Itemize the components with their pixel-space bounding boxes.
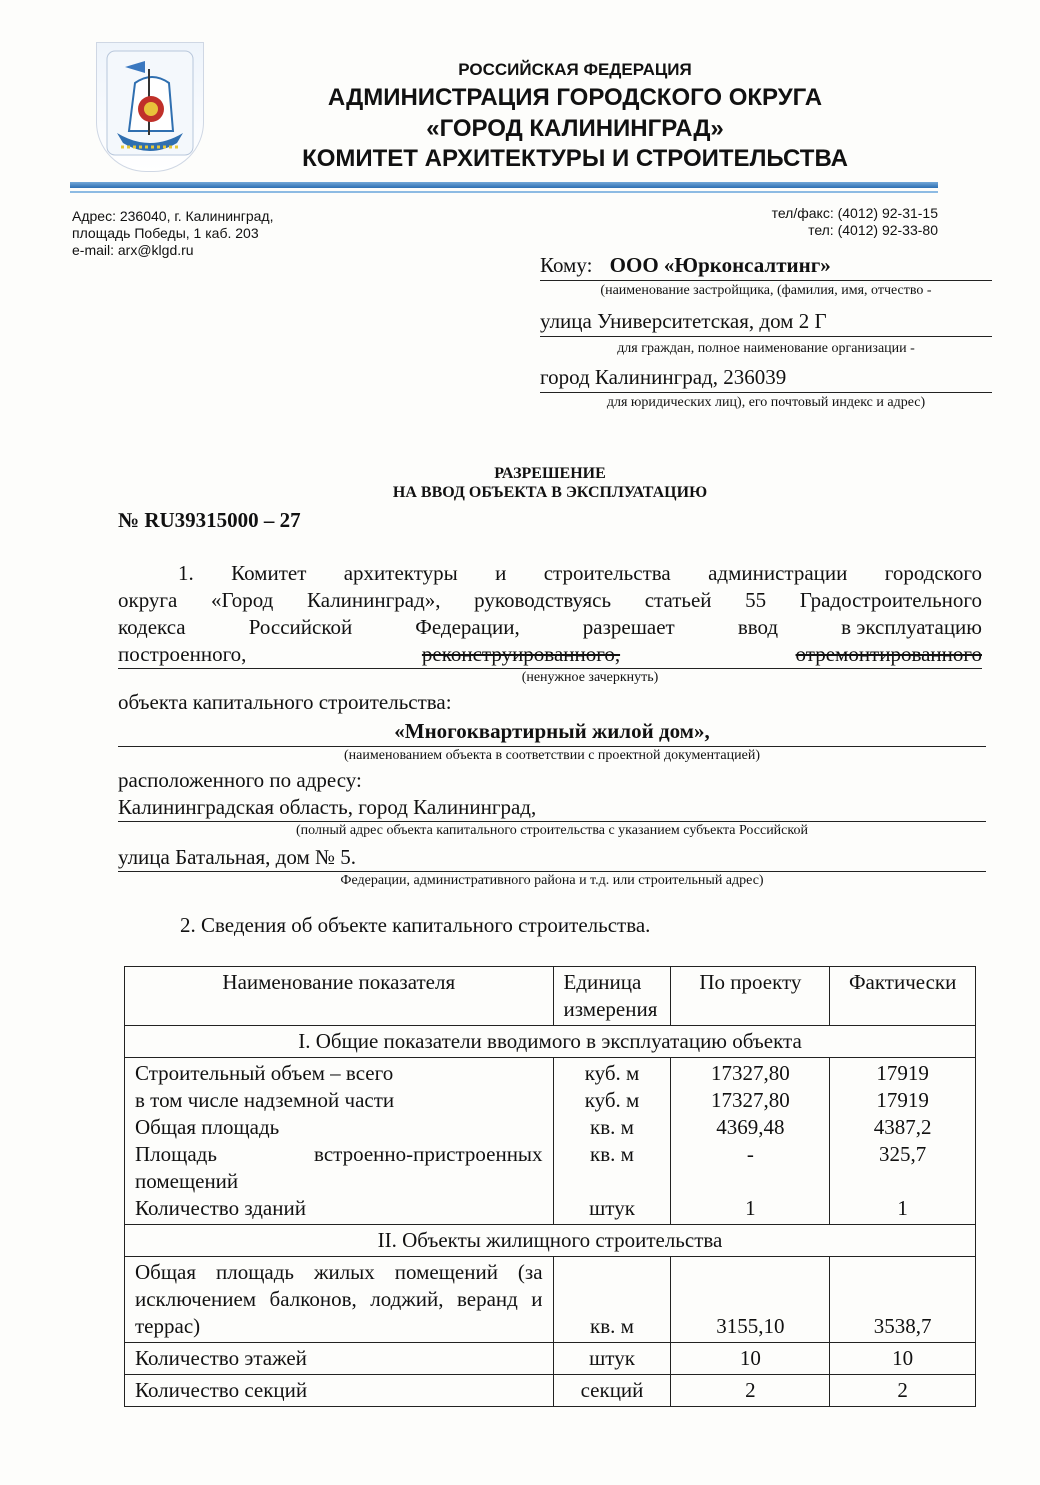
- addressee-note-2: для граждан, полное наименование организации -: [617, 341, 915, 356]
- contact-address-line1: Адрес: 236040, г. Калининград,: [72, 208, 274, 224]
- row-label: Площадь встроенно-пристроенных помещений: [135, 1142, 543, 1193]
- paragraph-1-line-3: [118, 613, 982, 641]
- p1-word: Российской: [248, 615, 353, 639]
- location-note-2: Федерации, административного района и т.д. или строительный адрес): [340, 873, 764, 888]
- header-unit: Единица измерения: [553, 967, 671, 1026]
- p1-word: Калининград»,: [306, 588, 441, 612]
- row-unit: кв. м: [590, 1115, 634, 1139]
- header-federation: РОССИЙСКАЯ ФЕДЕРАЦИЯ: [458, 60, 692, 79]
- row-actual: 2: [830, 1375, 976, 1407]
- row-unit: штук: [589, 1196, 635, 1220]
- p1-word: строительства: [543, 561, 671, 585]
- contact-email: e-mail: arx@klgd.ru: [72, 242, 194, 258]
- object-name-note: (наименованием объекта в соответствии с проектной документацией): [344, 748, 760, 763]
- location-line-2: улица Батальная, дом № 5.: [118, 843, 986, 872]
- header-divider-thin: [70, 191, 938, 193]
- contact-tel: тел: (4012) 92-33-80: [808, 222, 938, 238]
- contact-address-line2: площадь Победы, 1 каб. 203: [72, 225, 259, 241]
- row-unit: секций: [553, 1375, 671, 1407]
- table-section-row: [125, 1225, 976, 1257]
- row-label: Общая площадь жилых помещений (за исключением балконов, лоджий, веранд и террас): [125, 1257, 554, 1343]
- row-label: Количество зданий: [135, 1196, 306, 1220]
- object-name: «Многоквартирный жилой дом»,: [118, 716, 986, 747]
- location-note-1: (полный адрес объекта капитального строительства с указанием субъекта Российской: [296, 823, 808, 838]
- p1-word: ввод: [737, 615, 779, 639]
- paragraph-1-line-1: [118, 559, 982, 587]
- p1-word: Градостроительного: [799, 588, 982, 612]
- document-number: № RU39315000 – 27: [118, 508, 301, 532]
- p1-word: статьей: [644, 588, 712, 612]
- p1-word: в эксплуатацию: [841, 615, 982, 639]
- row-unit: штук: [553, 1343, 671, 1375]
- table-row: [125, 1375, 976, 1407]
- header-city: «ГОРОД КАЛИНИНГРАД»: [426, 115, 724, 142]
- p1-word: Комитет: [231, 561, 307, 585]
- p1-word: администрации: [708, 561, 848, 585]
- addressee-note-1: (наименование застройщика, (фамилия, имя, отчество -: [600, 283, 932, 298]
- row-planned: -: [746, 1142, 754, 1166]
- p1-word: кодекса: [118, 615, 186, 639]
- section-2-heading: 2. Сведения об объекте капитального строительства.: [180, 913, 651, 937]
- row-unit: куб. м: [584, 1061, 640, 1085]
- header-actual: Фактически: [830, 967, 976, 1026]
- cell-unit: [553, 1058, 671, 1225]
- row-label: Количество секций: [125, 1375, 554, 1407]
- p1-word: городского: [884, 561, 982, 585]
- row-actual: 4387,2: [873, 1115, 932, 1139]
- cell-indicator: [125, 1058, 554, 1225]
- location-line-1: Калининградская область, город Калининград,: [118, 793, 986, 822]
- contact-telfax: тел/факс: (4012) 92-31-15: [771, 205, 938, 221]
- object-label: объекта капитального строительства:: [118, 690, 452, 714]
- row-planned: 10: [671, 1343, 830, 1375]
- header-committee: КОМИТЕТ АРХИТЕКТУРЫ И СТРОИТЕЛЬСТВА: [302, 145, 848, 172]
- row-actual: 3538,7: [830, 1257, 976, 1343]
- header-indicator: Наименование показателя: [125, 967, 554, 1026]
- row-planned: 3155,10: [671, 1257, 830, 1343]
- strike-note: (ненужное зачеркнуть): [521, 670, 659, 685]
- object-info-table: [124, 966, 976, 1407]
- row-actual: 10: [830, 1343, 976, 1375]
- row-unit: куб. м: [584, 1088, 640, 1112]
- p1-word: округа: [118, 588, 178, 612]
- table-row: [125, 1257, 976, 1343]
- contact-address-block: [72, 208, 273, 259]
- p1-word: руководствуясь: [474, 588, 612, 612]
- addressee-street: улица Университетская, дом 2 Г: [540, 306, 992, 337]
- p1-word: архитектуры: [343, 561, 458, 585]
- section-2-title: II. Объекты жилищного строительства: [125, 1225, 976, 1257]
- addressee-to-label: Кому:: [540, 253, 593, 277]
- row-label: Строительный объем – всего: [135, 1061, 394, 1085]
- cell-actual: [830, 1058, 976, 1225]
- row-actual: 325,7: [879, 1142, 927, 1166]
- row-actual: 17919: [876, 1061, 929, 1085]
- contact-phone-block: [772, 205, 938, 239]
- option-reconstructed-struck: реконструированного,: [421, 642, 621, 666]
- option-built: построенного,: [118, 642, 247, 666]
- p1-word: Федерации,: [415, 615, 520, 639]
- addressee-to-value: ООО «Юрконсалтинг»: [609, 253, 831, 277]
- header-divider: [70, 182, 938, 188]
- row-actual: 1: [897, 1196, 908, 1220]
- p1-word: 1.: [178, 561, 194, 585]
- row-planned: 2: [671, 1375, 830, 1407]
- addressee-note-3: для юридических лиц), его почтовый индекс и адрес): [606, 395, 926, 410]
- document-subtitle: НА ВВОД ОБЪЕКТА В ЭКСПЛУАТАЦИЮ: [392, 484, 708, 501]
- addressee-to-line: [540, 250, 992, 281]
- section-1-title: I. Общие показатели вводимого в эксплуатацию объекта: [125, 1026, 976, 1058]
- paragraph-1-line-4: [118, 640, 982, 669]
- table-header-row: [125, 967, 976, 1026]
- cell-planned: [671, 1058, 830, 1225]
- p1-word: 55: [745, 588, 767, 612]
- document-title: РАЗРЕШЕНИЕ: [494, 465, 606, 482]
- row-actual: 17919: [876, 1088, 929, 1112]
- p1-word: разрешает: [582, 615, 675, 639]
- row-planned: 17327,80: [711, 1088, 790, 1112]
- row-label: Количество этажей: [125, 1343, 554, 1375]
- row-unit: кв. м: [553, 1257, 671, 1343]
- table-section-row: [125, 1026, 976, 1058]
- row-planned: 1: [745, 1196, 756, 1220]
- p1-word: и: [495, 561, 507, 585]
- row-label: Общая площадь: [135, 1115, 280, 1139]
- row-label: в том числе надземной части: [135, 1088, 395, 1112]
- paragraph-1-line-2: [118, 586, 982, 614]
- row-planned: 4369,48: [716, 1115, 785, 1139]
- header-administration: АДМИНИСТРАЦИЯ ГОРОДСКОГО ОКРУГА: [327, 84, 823, 111]
- p1-word: «Город: [210, 588, 274, 612]
- location-label: расположенного по адресу:: [118, 768, 362, 792]
- table-row: [125, 1343, 976, 1375]
- addressee-city: город Калининград, 236039: [540, 362, 992, 393]
- header-planned: По проекту: [671, 967, 830, 1026]
- table-row: [125, 1058, 976, 1225]
- option-repaired-struck: отремонтированного: [795, 642, 982, 666]
- row-unit: кв. м: [590, 1142, 634, 1166]
- row-planned: 17327,80: [711, 1061, 790, 1085]
